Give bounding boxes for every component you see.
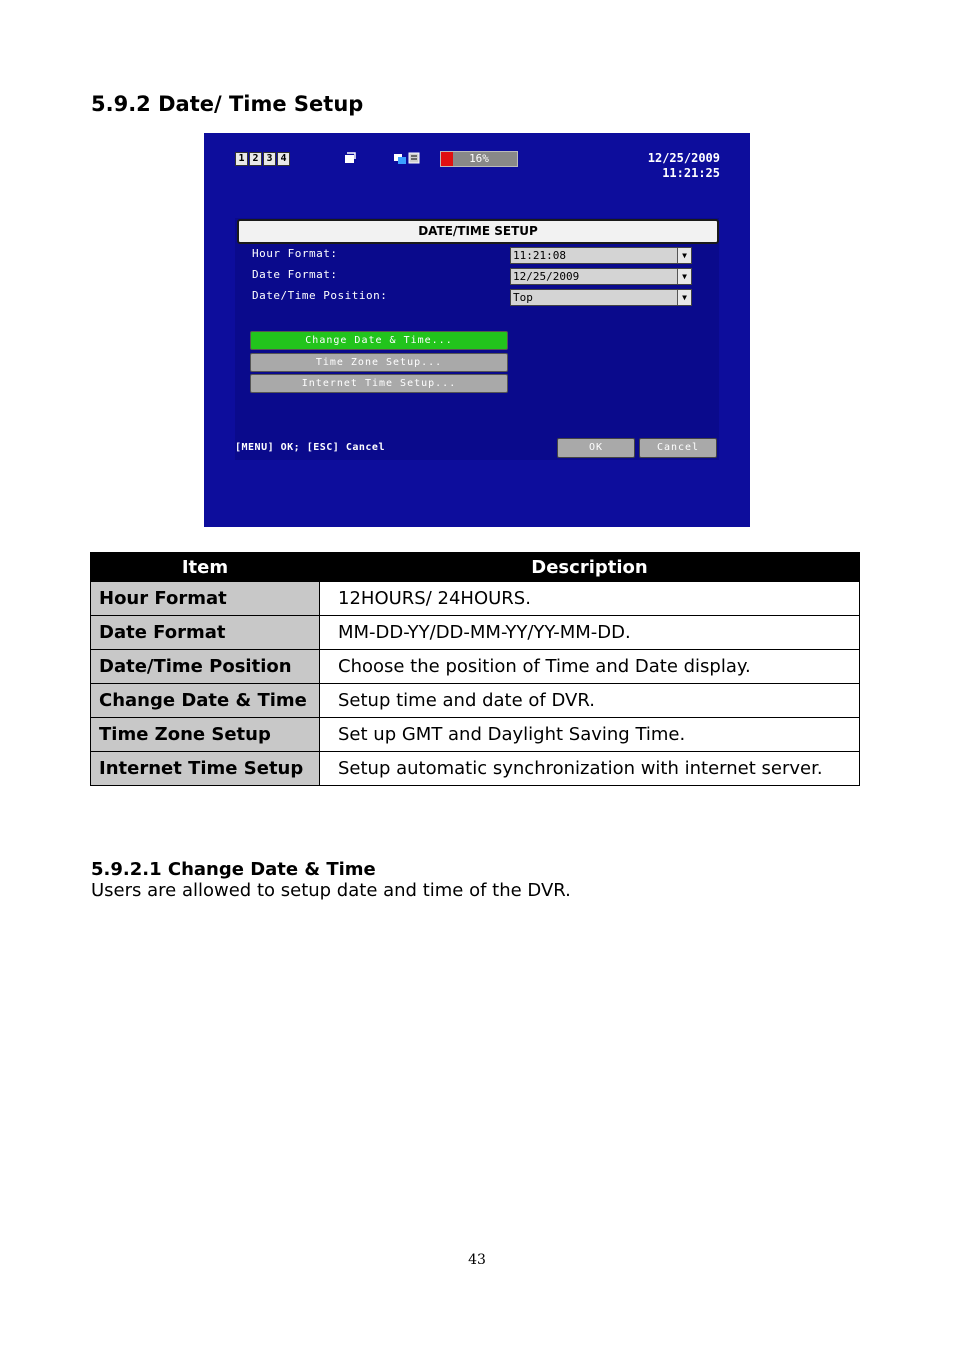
datetime-position-value: Top	[513, 291, 533, 304]
chevron-down-icon[interactable]: ▼	[677, 269, 691, 284]
alarm-icon	[344, 152, 356, 167]
subsection-title: 5.9.2.1 Change Date & Time	[91, 859, 376, 880]
row-item: Change Date & Time	[91, 684, 320, 718]
row-description: 12HOURS/ 24HOURS.	[320, 582, 860, 616]
hdd-usage-bar	[440, 151, 518, 167]
channel-indicators	[235, 152, 290, 166]
channel-3: 3	[263, 152, 276, 166]
table-row	[91, 582, 860, 616]
subsection-text: Users are allowed to setup date and time of the DVR.	[91, 880, 571, 901]
datetime-position-label: Date/Time Position:	[252, 289, 388, 302]
column-header-item: Item	[91, 553, 320, 582]
row-item: Date Format	[91, 616, 320, 650]
ok-button[interactable]: OK	[557, 438, 635, 458]
page-number: 43	[468, 1252, 486, 1268]
row-item: Hour Format	[91, 582, 320, 616]
hour-format-select[interactable]	[510, 247, 692, 264]
section-title: 5.9.2 Date/ Time Setup	[91, 92, 364, 116]
row-description: Set up GMT and Daylight Saving Time.	[320, 718, 860, 752]
date-format-select[interactable]	[510, 268, 692, 285]
row-description: MM-DD-YY/DD-MM-YY/YY-MM-DD.	[320, 616, 860, 650]
channel-2: 2	[249, 152, 262, 166]
panel-title: DATE/TIME SETUP	[237, 219, 719, 244]
table-row	[91, 718, 860, 752]
hdd-icon	[408, 152, 420, 167]
date-format-value: 12/25/2009	[513, 270, 580, 283]
channel-4: 4	[277, 152, 290, 166]
chevron-down-icon[interactable]: ▼	[677, 248, 691, 263]
table-row	[91, 684, 860, 718]
change-date-time-button[interactable]: Change Date & Time...	[250, 331, 508, 350]
internet-time-setup-button[interactable]: Internet Time Setup...	[250, 374, 508, 393]
channel-1: 1	[235, 152, 248, 166]
column-header-description: Description	[320, 553, 860, 582]
table-row	[91, 616, 860, 650]
datetime-setup-panel	[235, 218, 719, 460]
date-format-label: Date Format:	[252, 268, 338, 281]
table-row	[91, 650, 860, 684]
key-hint: [MENU] OK; [ESC] Cancel	[235, 442, 385, 453]
table-header-row	[91, 553, 860, 582]
hdd-usage-label: 16%	[469, 152, 489, 165]
record-icon	[394, 152, 406, 167]
item-description-table	[90, 552, 860, 786]
cancel-button[interactable]: Cancel	[639, 438, 717, 458]
row-item: Internet Time Setup	[91, 752, 320, 786]
datetime-position-select[interactable]	[510, 289, 692, 306]
clock-time: 11:21:25	[662, 166, 720, 180]
row-description: Setup time and date of DVR.	[320, 684, 860, 718]
chevron-down-icon[interactable]: ▼	[677, 290, 691, 305]
row-item: Time Zone Setup	[91, 718, 320, 752]
row-description: Choose the position of Time and Date display.	[320, 650, 860, 684]
dvr-screenshot	[204, 133, 750, 527]
time-zone-setup-button[interactable]: Time Zone Setup...	[250, 353, 508, 372]
row-description: Setup automatic synchronization with internet server.	[320, 752, 860, 786]
hour-format-value: 11:21:08	[513, 249, 566, 262]
table-row	[91, 752, 860, 786]
clock	[648, 151, 720, 181]
hour-format-label: Hour Format:	[252, 247, 338, 260]
clock-date: 12/25/2009	[647, 151, 720, 165]
row-item: Date/Time Position	[91, 650, 320, 684]
